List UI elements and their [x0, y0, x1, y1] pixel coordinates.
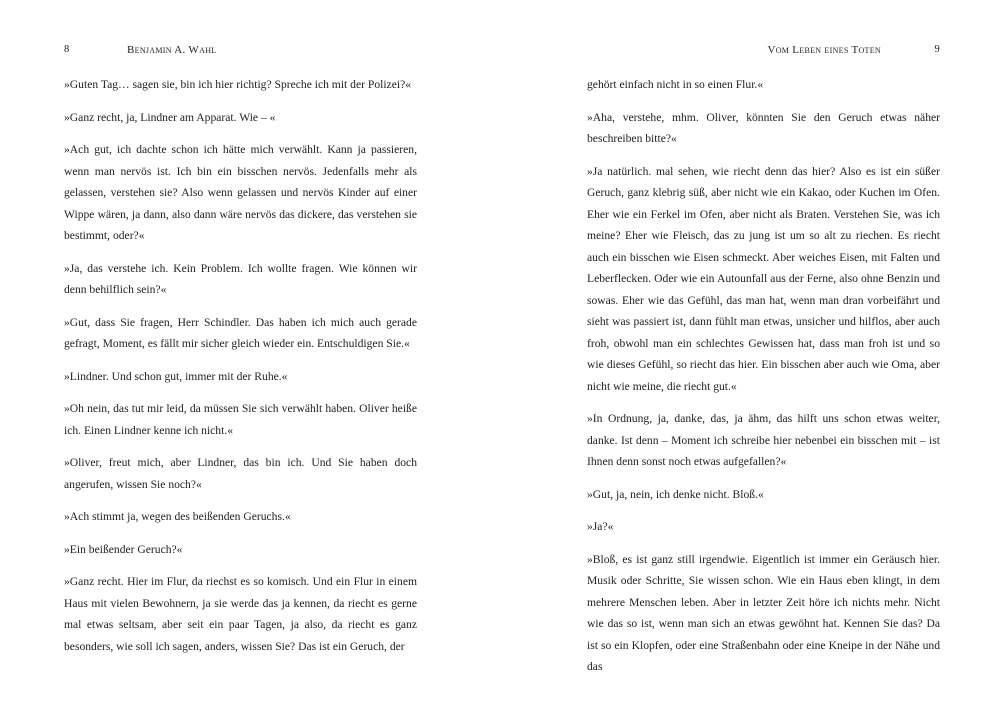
paragraph: »Gut, ja, nein, ich denke nicht. Bloß.«	[587, 487, 764, 501]
paragraph: »Guten Tag… sagen sie, bin ich hier richtig? Spreche ich mit der Polizei?«	[64, 78, 412, 91]
right-running-head: Vom Leben eines Toten	[767, 44, 881, 56]
left-page-number: 8	[64, 44, 70, 55]
paragraph: »Gut, dass Sie fragen, Herr Schindler. Das haben ich mich auch gerade gefragt, Moment, es fällt mir sicher gleich wieder ein. Entschuldigen Sie.«	[64, 315, 417, 350]
right-page-header	[587, 44, 940, 58]
paragraph: »Ein beißender Geruch?«	[64, 542, 183, 556]
right-page-number: 9	[934, 44, 940, 55]
paragraph: gehört einfach nicht in so einen Flur.«	[587, 78, 764, 91]
right-page-body	[587, 74, 940, 689]
paragraph: »Ach gut, ich dachte schon ich hätte mich verwählt. Kann ja passieren, wenn man nervös ist. Ich bin ein bisschen nervös. Jedenfalls mehr als gelassen, verstehen sie? Also wenn gelassen und nervös Kinder auf einer Wippe wären, ja dann, also dann wäre nervös das dickere, das verstehen sie bestimmt, oder?«	[64, 143, 417, 242]
paragraph: »Ganz recht, ja, Lindner am Apparat. Wie – «	[64, 110, 276, 124]
left-running-head: Benjamin A. Wahl	[127, 44, 217, 56]
paragraph: »Ja, das verstehe ich. Kein Problem. Ich wollte fragen. Wie können wir denn behilflich sein?«	[64, 261, 417, 296]
left-page-body	[64, 74, 417, 668]
paragraph: »Ja?«	[587, 520, 614, 533]
paragraph: »Oliver, freut mich, aber Lindner, das bin ich. Und Sie haben doch angerufen, wissen Sie noch?«	[64, 456, 417, 491]
paragraph: »Ja natürlich. mal sehen, wie riecht denn das hier? Also es ist ein süßer Geruch, ganz klebrig süß, aber nicht wie ein Kakao, oder Kuchen im Ofen. Eher wie ein Ferkel im Ofen, aber nicht als Braten. Verstehen Sie, was ich meine? Eher wie Fleisch, das zu jung ist um so alt zu riechen. Es riecht auch ein bisschen wie Eisen schmeckt. Aber weiches Eisen, mit Falten und Leberflecken. Oder wie ein Autounfall aus der Ferne, also ohne Benzin und sowas. Eher wie das Gefühl, das man hat, wenn man dran vorbeifährt und sieht was passiert ist, dann fühlt man etwas, unsicher und hilflos, aber auch froh, obwohl man ein schlechtes Gewissen hat, dass man froh ist und so wie dieses Gefühl, so riecht das hier. Ein bisschen aber auch wie Oma, aber nicht wie meine, die riecht gut.«	[587, 164, 940, 393]
paragraph: »Aha, verstehe, mhm. Oliver, könnten Sie den Geruch etwas näher beschreiben bitte?«	[587, 110, 940, 145]
left-page-header	[64, 44, 417, 58]
paragraph: »Oh nein, das tut mir leid, da müssen Sie sich verwählt haben. Oliver heiße ich. Einen Lindner kenne ich nicht.«	[64, 402, 417, 437]
paragraph: »Ach stimmt ja, wegen des beißenden Geruchs.«	[64, 510, 291, 523]
paragraph: »Ganz recht. Hier im Flur, da riechst es so komisch. Und ein Flur in einem Haus mit vielen Bewohnern, ja sie werde das ja kennen, da riecht es gerne mal etwas seltsam, aber seit ein paar Tagen, ja also, da riecht es ganz besonders, wie soll ich sagen, anders, wissen Sie? Das ist ein Geruch, der	[64, 575, 417, 653]
paragraph: »Bloß, es ist ganz still irgendwie. Eigentlich ist immer ein Geräusch hier. Musik oder Schritte, Sie wissen schon. Wie ein Haus eben klingt, in dem mehrere Menschen leben. Aber in letzter Zeit höre ich nichts mehr. Nicht wie das so ist, wenn man sich an etwas gewöhnt hat. Kennen Sie das? Da ist so ein Klopfen, oder eine Straßenbahn oder eine Kneipe in der Nähe und das	[587, 552, 940, 673]
paragraph: »Lindner. Und schon gut, immer mit der Ruhe.«	[64, 369, 288, 383]
paragraph: »In Ordnung, ja, danke, das, ja ähm, das hilft uns schon etwas weiter, danke. Ist denn – Moment ich schreibe hier nebenbei ein bisschen mit – ist Ihnen denn sonst noch etwas aufgefallen?«	[587, 412, 940, 468]
